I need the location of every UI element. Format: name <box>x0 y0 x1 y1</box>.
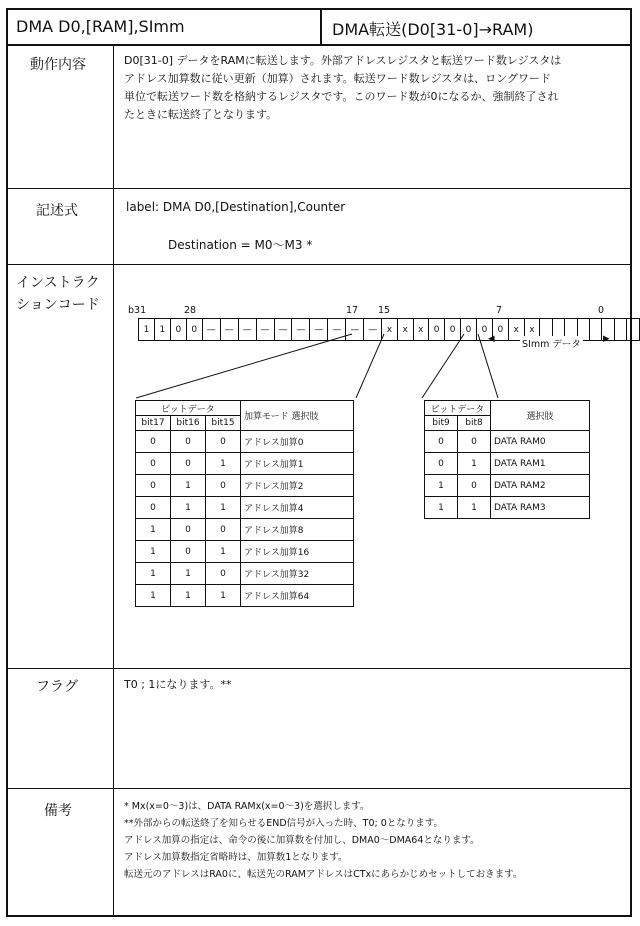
bit-cell: 0 <box>186 319 202 341</box>
remarks-line: アドレス加算数指定省略時は、加算数1となります。 <box>124 852 348 863</box>
connector-line <box>356 334 384 398</box>
add-mode-cell: アドレス加算1 <box>241 453 354 475</box>
bit-value-cell: 0 <box>206 431 241 453</box>
bit-value-cell: 0 <box>171 453 206 475</box>
operation-text-line: たときに転送終了となります。 <box>124 108 278 121</box>
bit-cell: 0 <box>461 319 477 341</box>
table-row <box>136 519 354 541</box>
bit-label-b31: b31 <box>128 305 147 316</box>
bit-cell: — <box>292 319 310 341</box>
bit-value-cell: 0 <box>136 431 171 453</box>
bit-value-cell: 0 <box>425 431 458 453</box>
syntax-line: label: DMA D0,[Destination],Counter <box>126 200 346 214</box>
bit-value-cell: 1 <box>171 563 206 585</box>
bit-cell: — <box>328 319 346 341</box>
table-row <box>425 497 590 519</box>
operation-text-line: 単位で転送ワード数を格納するレジスタです。このワード数が0になるか、強制終了され <box>124 90 559 103</box>
add-mode-header: 加算モード 選択肢 <box>241 401 354 431</box>
bit-cell: — <box>256 319 274 341</box>
bit-value-cell: 1 <box>458 453 491 475</box>
ram-choice-cell: DATA RAM1 <box>491 453 590 475</box>
bit-label-15: 15 <box>378 305 391 316</box>
bit-value-cell: 0 <box>458 431 491 453</box>
bit-label-28: 28 <box>184 305 197 316</box>
connector-line <box>422 334 464 398</box>
flag-label: フラグ <box>36 679 78 695</box>
bit-label-7: 7 <box>496 305 503 316</box>
bit-value-cell: 0 <box>171 519 206 541</box>
simm-data-label: SImm データ <box>520 336 583 350</box>
table-row <box>136 585 354 607</box>
remarks-line: * Mx(x=0〜3)は、DATA RAMx(x=0〜3)を選択します。 <box>124 801 370 812</box>
bit-value-cell: 0 <box>136 453 171 475</box>
instruction-mnemonic: DMA D0,[RAM],SImm <box>16 17 185 36</box>
table-row <box>425 431 590 453</box>
instruction-description: DMA転送(D0[31-0]→RAM) <box>332 20 534 39</box>
bit-cell: — <box>346 319 364 341</box>
table-row <box>136 475 354 497</box>
bit-cell: — <box>220 319 238 341</box>
bit-cell: x <box>524 319 540 341</box>
operation-text-line: アドレス加算数に従い更新（加算）されます。転送ワード数レジスタは、ロングワード <box>124 72 551 85</box>
bit-value-cell: 1 <box>136 541 171 563</box>
ram-choice-cell: DATA RAM0 <box>491 431 590 453</box>
bit-value-cell: 1 <box>136 519 171 541</box>
add-mode-cell: アドレス加算0 <box>241 431 354 453</box>
bit-cell: — <box>202 319 220 341</box>
bit-cell: 0 <box>445 319 461 341</box>
add-mode-cell: アドレス加算32 <box>241 563 354 585</box>
instruction-code-label: ションコード <box>16 297 100 313</box>
bit-value-cell: 1 <box>206 541 241 563</box>
bit-value-cell: 1 <box>425 475 458 497</box>
bit-header: bit8 <box>458 416 491 431</box>
bit-value-cell: 1 <box>136 563 171 585</box>
table-row <box>136 431 354 453</box>
bit-header: bit15 <box>206 416 241 431</box>
add-mode-cell: アドレス加算8 <box>241 519 354 541</box>
bit-value-cell: 1 <box>425 497 458 519</box>
bit-value-cell: 1 <box>136 585 171 607</box>
bit-cell: x <box>382 319 398 341</box>
bit-cell: 0 <box>492 319 508 341</box>
add-mode-table <box>135 400 354 607</box>
add-mode-cell: アドレス加算2 <box>241 475 354 497</box>
bit-cell: — <box>238 319 256 341</box>
remarks-line: アドレス加算の指定は、命令の後に加算数を付加し、DMA0〜DMA64となります。 <box>124 835 480 846</box>
ram-group-header: ビットデータ <box>425 401 491 416</box>
connector-line <box>478 334 498 398</box>
bit-value-cell: 0 <box>171 541 206 563</box>
table-row <box>136 453 354 475</box>
bit-value-cell: 1 <box>171 497 206 519</box>
bit-header: bit9 <box>425 416 458 431</box>
add-mode-cell: アドレス加算4 <box>241 497 354 519</box>
add-mode-group-header: ビットデータ <box>136 401 241 416</box>
bit-value-cell: 0 <box>171 431 206 453</box>
bit-value-cell: 1 <box>206 497 241 519</box>
destination-line: Destination = M0〜M3 * <box>168 238 313 252</box>
bit-value-cell: 1 <box>458 497 491 519</box>
simm-arrow-right-head: ▶ <box>603 334 610 344</box>
bit-cell: 1 <box>139 319 155 341</box>
remarks-line: 転送元のアドレスはRA0に、転送先のRAMアドレスはCTxにあらかじめセットしておきます。 <box>124 869 523 880</box>
bit-cell: 0 <box>477 319 493 341</box>
bit-label-17: 17 <box>346 305 359 316</box>
bit-cell: x <box>397 319 413 341</box>
syntax-label: 記述式 <box>36 203 78 219</box>
table-row <box>136 563 354 585</box>
bit-value-cell: 1 <box>171 585 206 607</box>
simm-arrow-left-head: ◀ <box>488 334 495 344</box>
instruction-code-label: インストラク <box>16 275 100 291</box>
ram-choice-cell: DATA RAM3 <box>491 497 590 519</box>
bit-cell: x <box>413 319 429 341</box>
bit-cell: — <box>310 319 328 341</box>
connector-line <box>136 334 352 398</box>
bit-cell: 0 <box>429 319 445 341</box>
remarks-label: 備考 <box>44 803 72 819</box>
bit-cell: 1 <box>154 319 170 341</box>
bit-header: bit16 <box>171 416 206 431</box>
bit-value-cell: 0 <box>425 453 458 475</box>
bit-value-cell: 0 <box>206 519 241 541</box>
ram-select-table <box>424 400 590 519</box>
bit-value-cell: 0 <box>458 475 491 497</box>
flag-text: T0 ; 1になります。** <box>124 678 232 691</box>
operation-label: 動作内容 <box>30 57 86 73</box>
add-mode-cell: アドレス加算16 <box>241 541 354 563</box>
bit-value-cell: 1 <box>206 453 241 475</box>
bit-cell: — <box>274 319 292 341</box>
bit-cell: — <box>364 319 382 341</box>
ram-choice-cell: DATA RAM2 <box>491 475 590 497</box>
bit-cell: 0 <box>170 319 186 341</box>
table-row <box>136 497 354 519</box>
bit-cell: x <box>508 319 524 341</box>
bit-value-cell: 0 <box>136 497 171 519</box>
bit-header: bit17 <box>136 416 171 431</box>
table-row <box>425 453 590 475</box>
bit-value-cell: 1 <box>206 585 241 607</box>
bit-value-cell: 0 <box>206 563 241 585</box>
ram-choice-header: 選択肢 <box>491 401 590 431</box>
operation-text-line: D0[31-0] データをRAMに転送します。外部アドレスレジスタと転送ワード数レジスタは <box>124 54 562 67</box>
bit-value-cell: 0 <box>136 475 171 497</box>
bit-value-cell: 1 <box>171 475 206 497</box>
table-row <box>425 475 590 497</box>
bit-value-cell: 0 <box>206 475 241 497</box>
bit-label-0: 0 <box>598 305 605 316</box>
add-mode-cell: アドレス加算64 <box>241 585 354 607</box>
table-row <box>136 541 354 563</box>
remarks-line: **外部からの転送終了を知らせるEND信号が入った時、T0; 0となります。 <box>124 818 443 829</box>
